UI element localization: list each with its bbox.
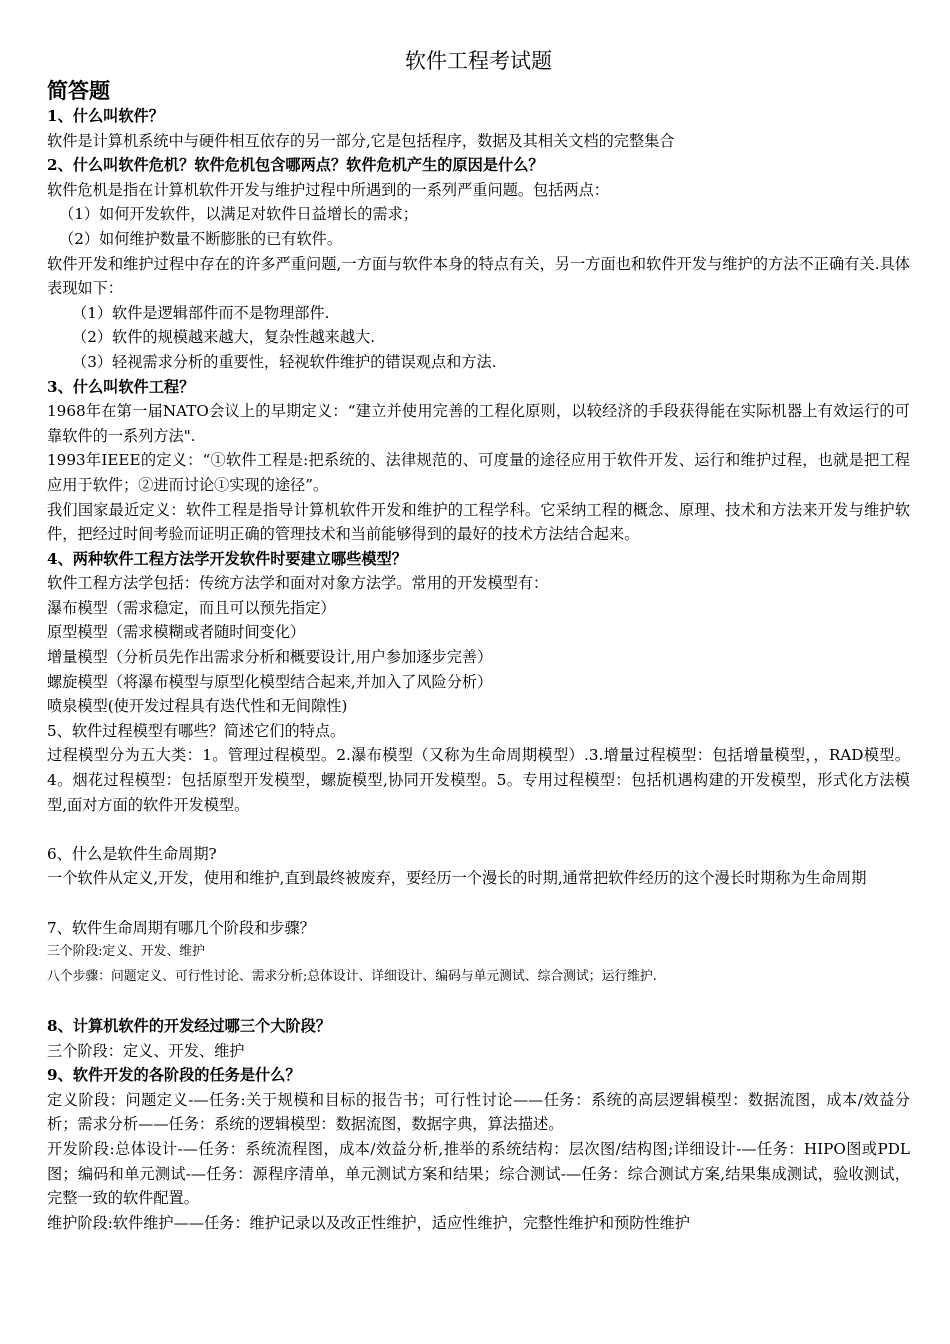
question-9: 9、软件开发的各阶段的任务是什么？ — [47, 1066, 301, 1085]
answer-3-national: 我们国家最近定义：软件工程是指导计算机软件开发和维护的工程学科。它采纳工程的概念、原理、技术和方法来开发与维护软件，把经过时间考验而证明正确的管理技术和当前能够得到的最好的技术方法结合起来。 — [47, 500, 910, 544]
model-spiral: 螺旋模型（将瀑布模型与原型化模型结合起来,并加入了风险分析） — [47, 672, 493, 691]
question-1: 1、什么叫软件？ — [47, 107, 164, 125]
section-heading: 简答题 — [47, 78, 110, 103]
answer-3-ieee: 1993年IEEE的定义：“①软件工程是:把系统的、法律规范的、可度量的途径应用于软件开发、运行和维护过程，也就是把工程应用于软件；②进而讨论①实现的途径”。 — [47, 451, 910, 494]
answer-7-phases: 三个阶段:定义、开发、维护 — [47, 944, 205, 960]
blank-line — [47, 817, 910, 842]
question-6: 6、什么是软件生命周期? — [47, 844, 217, 863]
answer-2-cause-2: （2）软件的规模越来越大，复杂性越来越大. — [72, 328, 376, 347]
answer-2-point-1: （1）如何开发软件，以满足对软件日益增长的需求； — [59, 205, 418, 224]
blank-line — [47, 891, 910, 916]
answer-9-definition: 定义阶段：问题定义-—任务:关于规模和目标的报告书；可行性讨论——任务：系统的高层逻辑模型：数据流图，成本/效益分析；需求分析——任务：系统的逻辑模型：数据流图，数据字典，算法描述。 — [47, 1090, 910, 1134]
question-7: 7、软件生命周期有哪几个阶段和步骤？ — [47, 918, 315, 937]
model-incremental: 增量模型（分析员先作出需求分析和概要设计,用户参加逐步完善） — [47, 648, 493, 667]
answer-4-intro: 软件工程方法学包括：传统方法学和面对对象方法学。常用的开发模型有： — [47, 574, 549, 593]
question-8: 8、计算机软件的开发经过哪三个大阶段？ — [47, 1016, 331, 1035]
answer-7-steps: 八个步骤：问题定义、可行性讨论、需求分析;总体设计、详细设计、编码与单元测试、综合测试；运行维护. — [47, 968, 657, 984]
model-waterfall: 瀑布模型（需求稳定，而且可以预先指定） — [47, 598, 336, 617]
answer-2-intro: 软件危机是指在计算机软件开发与维护过程中所遇到的一系列严重问题。包括两点： — [47, 180, 609, 199]
document-title: 软件工程考试题 — [405, 49, 552, 73]
answer-8: 三个阶段：定义、开发、维护 — [47, 1041, 245, 1060]
question-5: 5、软件过程模型有哪些？简述它们的特点。 — [47, 721, 346, 740]
blank-line — [47, 989, 910, 1014]
answer-2-cause-1: （1）软件是逻辑部件而不是物理部件. — [72, 303, 330, 322]
answer-3-nato: 1968年在第一届NATO会议上的早期定义：“建立并使用完善的工程化原则，以较经济的手段获得能在实际机器上有效运行的可靠软件的一系列方法". — [47, 402, 910, 445]
answer-2-cause-3: （3）轻视需求分析的重要性，轻视软件维护的错误观点和方法. — [72, 352, 497, 371]
question-3: 3、什么叫软件工程？ — [47, 377, 195, 396]
model-prototype: 原型模型（需求模糊或者随时间变化） — [47, 623, 306, 642]
question-2: 2、什么叫软件危机？软件危机包含哪两点？软件危机产生的原因是什么？ — [47, 156, 544, 175]
answer-6: 一个软件从定义,开发，使用和维护,直到最终被废弃，要经历一个漫长的时期,通常把软件经历的这个漫长时期称为生命周期 — [47, 869, 867, 888]
answer-9-development: 开发阶段:总体设计-—任务：系统流程图，成本/效益分析,推举的系统结构：层次图/结构图;详细设计-—任务：HIPO图或PDL图；编码和单元测试-—任务：源程序清单，单元测试方案和结果；综合测试-—任务：综合测试方案,结果集成测试，验收测试，完整一致的软件配置。 — [47, 1139, 910, 1208]
model-fountain: 喷泉模型(使开发过程具有迭代性和无间隙性) — [47, 697, 348, 716]
answer-2-cause: 软件开发和维护过程中存在的许多严重问题,一方面与软件本身的特点有关，另一方面也和软件开发与维护的方法不正确有关.具体表现如下： — [47, 254, 910, 298]
answer-2-point-2: （2）如何维护数量不断膨胀的已有软件。 — [59, 229, 343, 248]
question-4: 4、两种软件工程方法学开发软件时要建立哪些模型？ — [47, 549, 407, 568]
answer-5: 过程模型分为五大类：1。管理过程模型。2.瀑布模型（又称为生命周期模型）.3.增量过程模型：包括增量模型，，RAD模型。4。烟花过程模型：包括原型开发模型，螺旋模型,协同开发模型。5。专用过程模型：包括机遇构建的开发模型，形式化方法模型,面对方面的软件开发模型。 — [47, 746, 910, 814]
answer-1: 软件是计算机系统中与硬件相互依存的另一部分,它是包括程序，数据及其相关文档的完整集合 — [47, 131, 675, 150]
answer-9-maintenance: 维护阶段:软件维护——任务：维护记录以及改正性维护，适应性维护，完整性维护和预防性维护 — [47, 1213, 690, 1232]
